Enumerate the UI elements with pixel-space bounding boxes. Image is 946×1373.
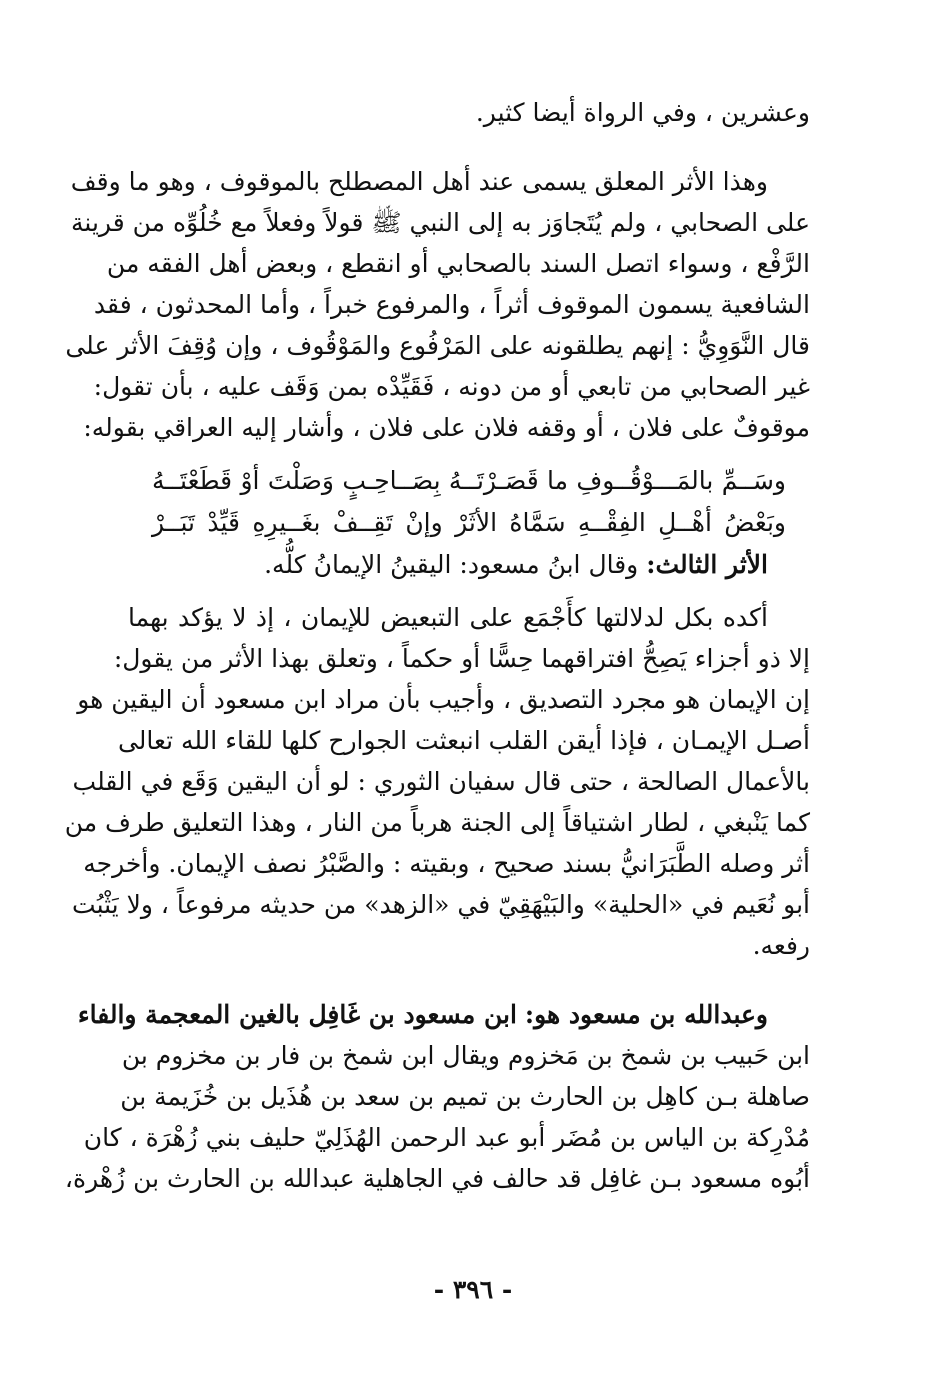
paragraph-line: ابن حَبيب بن شمخ بن مَخزوم ويقال ابن شمخ بن فار بن مخزوم بن [121,1041,810,1070]
paragraph-line: قال النَّوَوِيُّ : إنهم يطلقونه على المَرْفُوع والمَوْقُوف ، وإن وُقِفَ الأثر على [65,331,810,360]
paragraph-line: أكده بكل لدلالتها كأَجْمَع على التبعيض للإيمان ، إذ لا يؤكد بهما [128,603,768,632]
paragraph-commentary [64,597,810,966]
third-athar-text: وقال ابنُ مسعود: اليقينُ الإيمانُ كلُّه. [264,550,639,579]
poem-verse: وسَــمِّ بالمَـــوْقُــوفِ ما قَصَـرْتَــهُ بِصَــاحِـبٍ وَصَلْتَ أوْ قَطَعْتَــهُ [152,466,786,495]
intro-line: وعشرين ، وفي الرواة أيضا كثير. [475,98,810,127]
paragraph-line: موقوفٌ على فلان ، أو وقفه فلان على فلان ، وأشار إليه العراقي بقوله: [83,413,810,442]
paragraph-gap [128,133,810,161]
paragraph-line: إن الإيمان هو مجرد التصديق ، وأجيب بأن مراد ابن مسعود أن اليقين هو [77,685,810,714]
third-athar-label: الأثر الثالث: [646,550,768,579]
paragraph-line: أبُوه مسعود بـن غافِل قد حالف في الجاهلية عبدالله بن الحارث بن زُهْرة، [64,1164,810,1193]
paragraph-line: مُدْرِكة بن الياس بن مُضَر أبو عبد الرحمن الهُذَلِيّ حليف بني زُهْرَة ، كان [83,1123,810,1152]
paragraph-line: أبو نُعَيم في «الحلية» والبَيْهَقِيّ في «الزهد» من حديثه مرفوعاً ، ولا يَثْبُت [72,890,810,919]
paragraph-mawquf-definition [65,161,810,448]
biography-first-line-text: ابن مسعود بن غَافِل بالغين المعجمة والفاء [77,1000,517,1029]
poem-verses [128,460,810,544]
paragraph-ibn-masud-biography [64,994,810,1199]
paragraph-gap [128,448,810,460]
paragraph-gap [128,585,810,597]
paragraph-line: الشافعية يسمون الموقوف أثراً ، والمرفوع خبراً ، وأما المحدثون ، فقد [93,290,810,319]
paragraph-line: أثر وصله الطَّبَرَانيُّ بسند صحيح ، وبقيته : والصَّبْرُ نصف الإيمان. وأخرجه [83,849,810,878]
paragraph-line: غير الصحابي من تابعي أو من دونه ، فَقَيِّدْه بمن وَقَف عليه ، بأن تقول: [93,372,810,401]
paragraph-line: أصـل الإيمـان ، فإذا أيقن القلب انبعثت الجوارح كلها للقاء الله تعالى [117,726,810,755]
paragraph-line: بالأعمال الصالحة ، حتى قال سفيان الثوري : لو أن اليقين وَقَع في القلب [72,767,810,796]
book-page [64,92,810,1332]
page-number: - ٣٩٦ - [433,1275,513,1304]
paragraph-line: كما يَنْبغي ، لطار اشتياقاً إلى الجنة هرباً من النار ، وهذا التعليق طرف من [64,808,810,837]
paragraph-line: وهذا الأثر المعلق يسمى عند أهل المصطلح بالموقوف ، وهو ما وقف [70,167,768,196]
paragraph-line: رفعه. [752,931,810,960]
paragraph-gap [128,966,810,994]
third-athar [128,544,810,585]
paragraph-line: على الصحابي ، ولم يُتَجاوَز به إلى النبي ﷺ قولاً وفعلاً مع خُلُوِّه من قرينة [71,208,810,237]
poem-verse: وبَعْضُ أهْــلِ الفِقْــهِ سَمَّاهُ الأثَرْ وإنْ تَقِــفْ بغَــيرِهِ قَيِّدْ تَبَــرْ [152,508,786,537]
paragraph-line: صاهلة بـن كاهِل بن الحارث بن تميم بن سعد بن هُذَيل بن خُزَيمة بن [120,1082,810,1111]
biography-label: وعبدالله بن مسعود هو: [524,1000,768,1029]
biography-first-line [77,994,810,1035]
paragraph-line: الرَّفْع ، وسواء اتصل السند بالصحابي أو انقطع ، وبعض أهل الفقه من [106,249,810,278]
paragraph-line: إلا ذو أجزاء يَصِحُّ افتراقهما حِسًّا أو حكماً ، وتعلق بهذا الأثر من يقول: [113,644,810,673]
